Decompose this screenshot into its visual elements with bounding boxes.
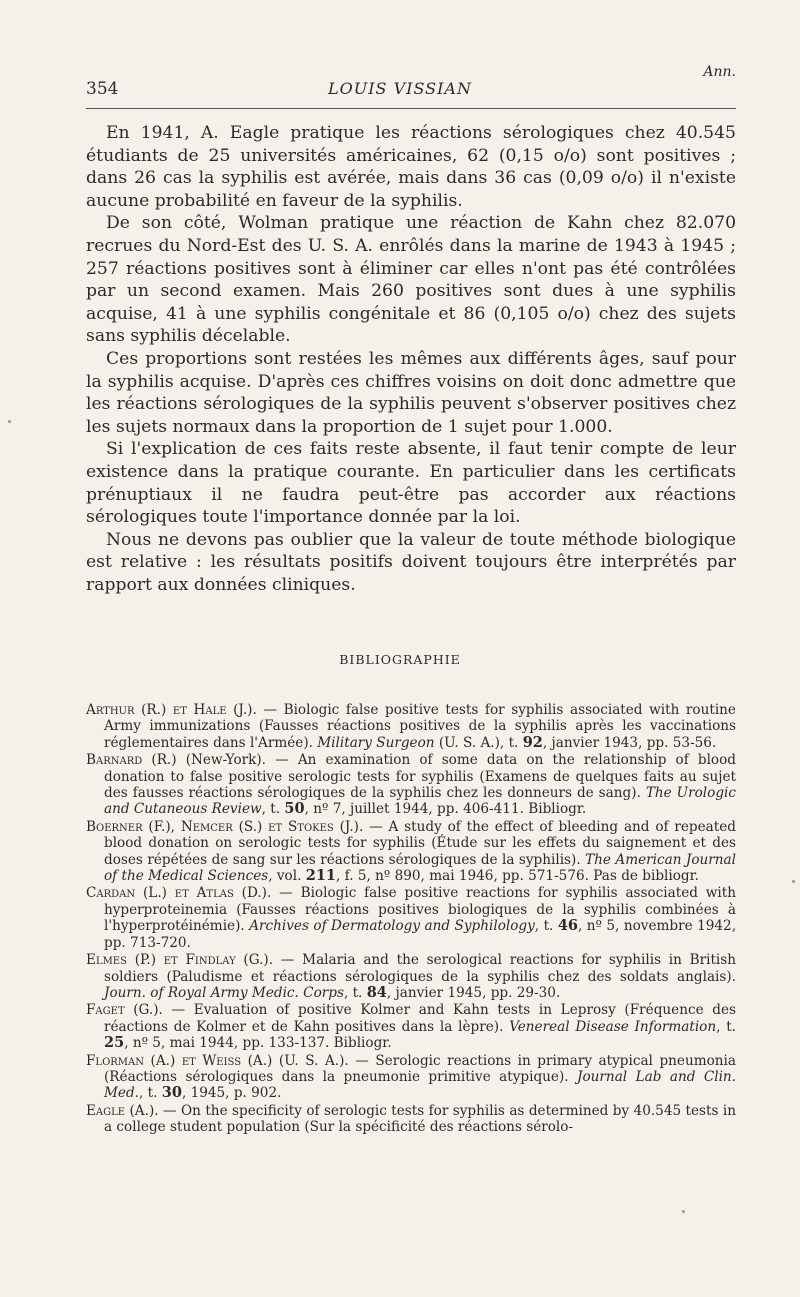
entry-authors: Arthur (R.) et Hale (J.). xyxy=(86,702,257,718)
entry-volume: 84 xyxy=(366,983,387,1001)
entry-journal: Journ. of Royal Army Medic. Corps xyxy=(104,984,344,1001)
scan-speck xyxy=(8,420,11,423)
entry-details: , nº 5, novembre 1942, pp. 713-720. xyxy=(104,918,737,951)
entry-journal: The American Journal of the Medical Sciences xyxy=(104,851,736,885)
entry-authors: Barnard (R.) xyxy=(86,752,177,769)
entry-volume: 211 xyxy=(305,867,337,885)
scan-speck xyxy=(682,1210,685,1213)
entry-title: — Malaria and the serological reactions for syphilis in British soldiers (Paludisme et réactions sérologiques de la syphilis chez des soldats anglais). xyxy=(104,952,737,985)
entry-details: , nº 7, juillet 1944, pp. 406-411. Bibliogr. xyxy=(304,801,587,818)
paragraph: Si l'explication de ces faits reste absente, il faut tenir compte de leur existence dans la pratique courante. En particulier dans les certificats prénuptiaux il ne faudra peut-être pas accorder aux réactions sérologiques toute l'importance donnée par la loi. xyxy=(86,439,736,528)
entry-details: , janvier 1943, pp. 53-56. xyxy=(542,734,717,751)
entry-title: — Biologic false positive reactions for syphilis associated with hyperproteinemia (Fausses réactions positives biologiques de la syphilis combinées à l'hyperprotéinémie). xyxy=(104,885,737,935)
entry-details: , janvier 1945, pp. 29-30. xyxy=(386,984,561,1001)
scan-speck xyxy=(792,880,795,883)
running-header xyxy=(0,0,800,120)
paragraph: Ces proportions sont restées les mêmes aux différents âges, sauf pour la syphilis acquise. D'après ces chiffres voisins on doit donc admettre que les réactions sérologiques de la syphilis peuvent s'observer positives chez les sujets normaux dans la proportion de 1 sujet pour 1.000. xyxy=(86,348,736,437)
entry-volume: 30 xyxy=(161,1084,182,1102)
body-text xyxy=(86,122,736,596)
paragraph: De son côté, Wolman pratique une réaction de Kahn chez 82.070 recrues du Nord-Est des U. S. A. enrôlés dans la marine de 1943 à 1945 ; 257 réactions positives sont à éliminer car elles n'ont pas été contrôlées par un second examen. Mais 260 positives sont dues à une syphilis acquise, 41 à une syphilis congénitale et 86 (0,105 o/o) chez des sujets sans syphilis décelable. xyxy=(86,213,736,347)
entry-title: — On the specificity of serologic tests for syphilis as determined by 40.545 tests in a college student population (Sur la spécificité des réactions sérolo- xyxy=(104,1102,736,1136)
entry-journal: Archives of Dermatology and Syphilology xyxy=(249,918,535,935)
entry-authors: Boerner (F.), Nemcer (S.) et Stokes (J.). xyxy=(86,818,364,835)
entry-details: , t. xyxy=(261,801,285,818)
entry-details: , t. xyxy=(716,1018,736,1035)
entry-title: — A study of the effect of bleeding and of repeated blood donation on serologic tests for syphilis (Étude sur les effets du saignement et des doses répétées de sang sur les réactions sérologiques de la syphilis). xyxy=(104,818,736,868)
entry-details: (U. S. A.), t. xyxy=(434,734,523,751)
entry-title: — Evaluation of positive Kolmer and Kahn tests in Leprosy (Fréquence des réactions de Kolmer et de Kahn positives dans la lèpre). xyxy=(104,1002,736,1035)
bibliography-heading: BIBLIOGRAPHIE xyxy=(339,652,461,667)
bibliography-entry xyxy=(86,702,736,751)
entry-details: , nº 5, mai 1944, pp. 133-137. Bibliogr. xyxy=(124,1035,392,1052)
entry-volume: 25 xyxy=(104,1034,125,1052)
entry-authors: Florman (A.) et Weiss (A.) xyxy=(86,1052,273,1069)
entry-journal: Venereal Disease Information xyxy=(509,1018,717,1035)
bibliography-entry xyxy=(86,1053,736,1102)
entry-authors: Elmes (P.) et Findlay (G.). xyxy=(86,952,274,969)
entry-title: (New-York). — An examination of some data on the relationship of blood donation to false positive serologic tests for syphilis (Examens de quelques faits au sujet des fausses réactions sérologiques de la syphilis chez les donneurs de sang). xyxy=(104,752,736,802)
entry-journal: Journal Lab and Clin. Med. xyxy=(104,1068,737,1102)
bibliography-entry xyxy=(86,1103,736,1136)
page-number: 354 xyxy=(86,79,119,99)
header-rule xyxy=(86,108,736,109)
entry-authors: Cardan (L.) et Atlas (D.). xyxy=(86,885,272,902)
entry-details: , t. xyxy=(343,984,367,1001)
entry-details: , 1945, p. 902. xyxy=(181,1085,282,1102)
entry-journal: The Urologic and Cutaneous Review xyxy=(104,785,736,818)
entry-volume: 92 xyxy=(522,733,543,751)
paragraph: En 1941, A. Eagle pratique les réactions sérologiques chez 40.545 étudiants de 25 universités américaines, 62 (0,15 o/o) sont positives ; dans 26 cas la syphilis est avérée, mais dans 36 cas (0,09 o/o) il n'existe aucune probabilité en faveur de la syphilis. xyxy=(86,123,736,211)
bibliography-list xyxy=(86,702,736,1137)
bibliography-entry xyxy=(86,952,736,1001)
paragraph: Nous ne devons pas oublier que la valeur de toute méthode biologique est relative : les résultats positifs doivent toujours être interprétés par rapport aux données cliniques. xyxy=(86,529,736,595)
journal-abbreviation: Ann. xyxy=(703,64,736,80)
entry-title: — Biologic false positive tests for syphilis associated with routine Army immunizations (Fausses réactions positives de la syphilis après les vaccinations réglementaires dans l'Armée). xyxy=(104,702,736,751)
entry-authors: Faget (G.). xyxy=(86,1002,163,1019)
entry-journal: Military Surgeon xyxy=(317,734,435,751)
entry-details: , t. xyxy=(139,1085,162,1102)
entry-details: , vol. xyxy=(268,868,306,885)
entry-authors: Eagle (A.). xyxy=(86,1102,159,1119)
entry-volume: 50 xyxy=(284,800,305,818)
entry-title: (U. S. A.). — Serologic reactions in primary atypical pneumonia (Réactions sérologiques dans la pneumonie primitive atypique). xyxy=(104,1052,736,1085)
entry-volume: 46 xyxy=(557,917,579,935)
entry-details: , t. xyxy=(534,918,558,935)
author-running-head: LOUIS VISSIAN xyxy=(328,79,472,98)
entry-details: , f. 5, nº 890, mai 1946, pp. 571-576. Pas de bibliogr. xyxy=(336,868,699,885)
bibliography-entry xyxy=(86,1002,736,1051)
bibliography-entry xyxy=(86,819,736,885)
bibliography-entry xyxy=(86,752,736,818)
bibliography-entry xyxy=(86,885,736,951)
